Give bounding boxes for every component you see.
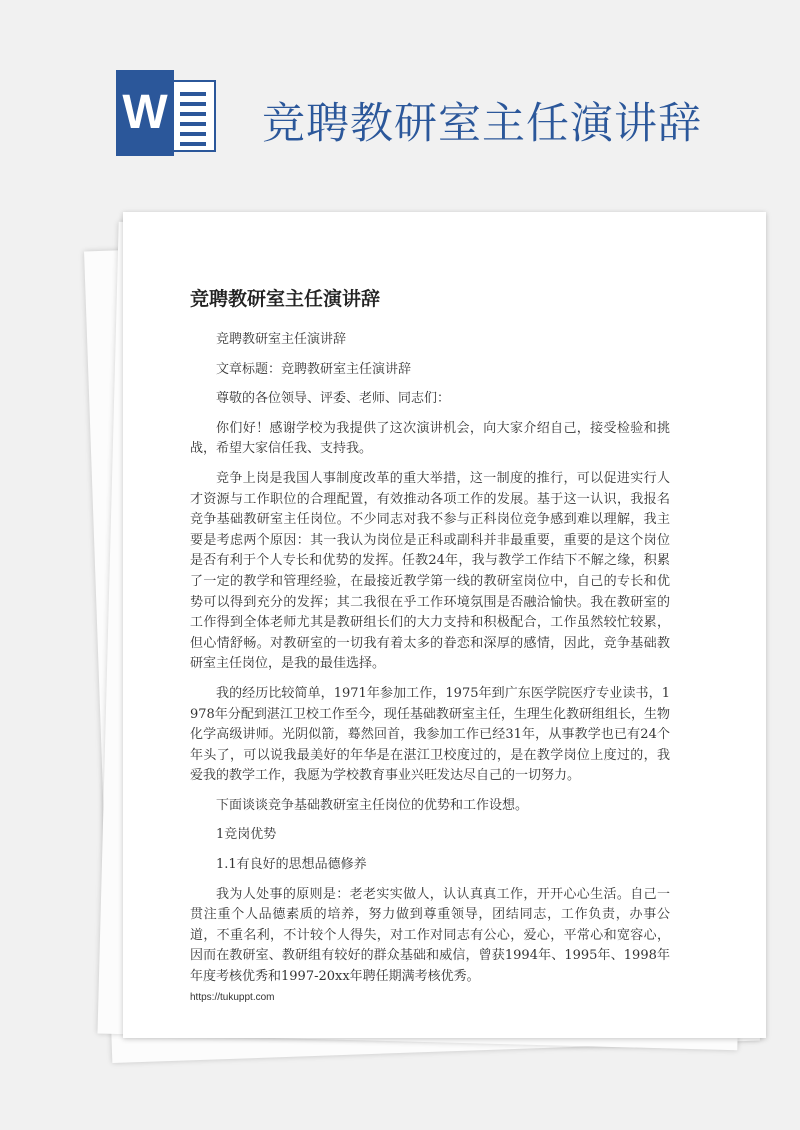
- word-letter-badge: W: [116, 70, 174, 156]
- paragraph: 竞争上岗是我国人事制度改革的重大举措，这一制度的推行，可以促进实行人才资源与工作职位的合理配置，有效推动各项工作的发展。基于这一认识，我报名竞争基础教研室主任岗位。不少同志对我不参与正科岗位竞争感到难以理解，我主要是考虑两个原因：其一我认为岗位是正科或副科并非最重要，重要的是这个岗位是否有利于个人专长和优势的发挥。任教24年，我与教学工作结下不解之缘，积累了一定的教学和管理经验，在最接近教学第一线的教研室岗位中，自己的专长和优势可以得到充分的发挥；其二我很在乎工作环境氛围是否融洽愉快。我在教研室的工作得到全体老师尤其是教研组长们的大力支持和积极配合，工作虽然较忙较累，但心情舒畅。对教研室的一切我有着太多的眷恋和深厚的感情，因此，竞争基础教研室主任岗位，是我的最佳选择。: [190, 470, 670, 672]
- section-heading: 1竞岗优势: [216, 827, 277, 843]
- document-title: 竞聘教研室主任演讲辞: [190, 288, 381, 310]
- word-document-icon: [116, 70, 218, 156]
- paragraph: 你们好！感谢学校为我提供了这次演讲机会，向大家介绍自己，接受检验和挑战，希望大家信任我、支持我。: [190, 420, 670, 457]
- banner-title: 竞聘教研室主任演讲辞: [262, 99, 702, 149]
- paragraph: 尊敬的各位领导、评委、老师、同志们：: [216, 391, 451, 407]
- paragraph: 竞聘教研室主任演讲辞: [216, 332, 347, 347]
- document-page: [123, 212, 766, 1038]
- subsection-heading: 1.1有良好的思想品德修养: [216, 857, 367, 873]
- paragraph: 我为人处事的原则是：老老实实做人，认认真真工作，开开心心生活。自己一贯注重个人品德素质的培养，努力做到尊重领导，团结同志，工作负责，办事公道，不重名利，不计较个人得失，对工作对同志有公心，爱心，平常心和宽容心，因而在教研室、教研组有较好的群众基础和威信，曾获1994年、1995年、1998年年度考核优秀和1997-20xx年聘任期满考核优秀。: [190, 886, 670, 985]
- paragraph: 下面谈谈竞争基础教研室主任岗位的优势和工作设想。: [216, 797, 529, 813]
- document-body: [190, 330, 670, 997]
- footer-link[interactable]: https://tukuppt.com: [190, 992, 275, 1003]
- paragraph: 文章标题：竞聘教研室主任演讲辞: [216, 361, 412, 377]
- paragraph: 我的经历比较简单，1971年参加工作，1975年到广东医学院医疗专业读书，1978年分配到湛江卫校工作至今，现任基础教研室主任，生理生化教研组组长，生物化学高级讲师。光阴似箭，蓦然回首，我参加工作已经31年，从事教学也已有24个年头了，可以说我最美好的年华是在湛江卫校度过的，是在教学岗位上度过的，我爱我的教学工作，我愿为学校教育事业兴旺发达尽自己的一切努力。: [190, 685, 670, 784]
